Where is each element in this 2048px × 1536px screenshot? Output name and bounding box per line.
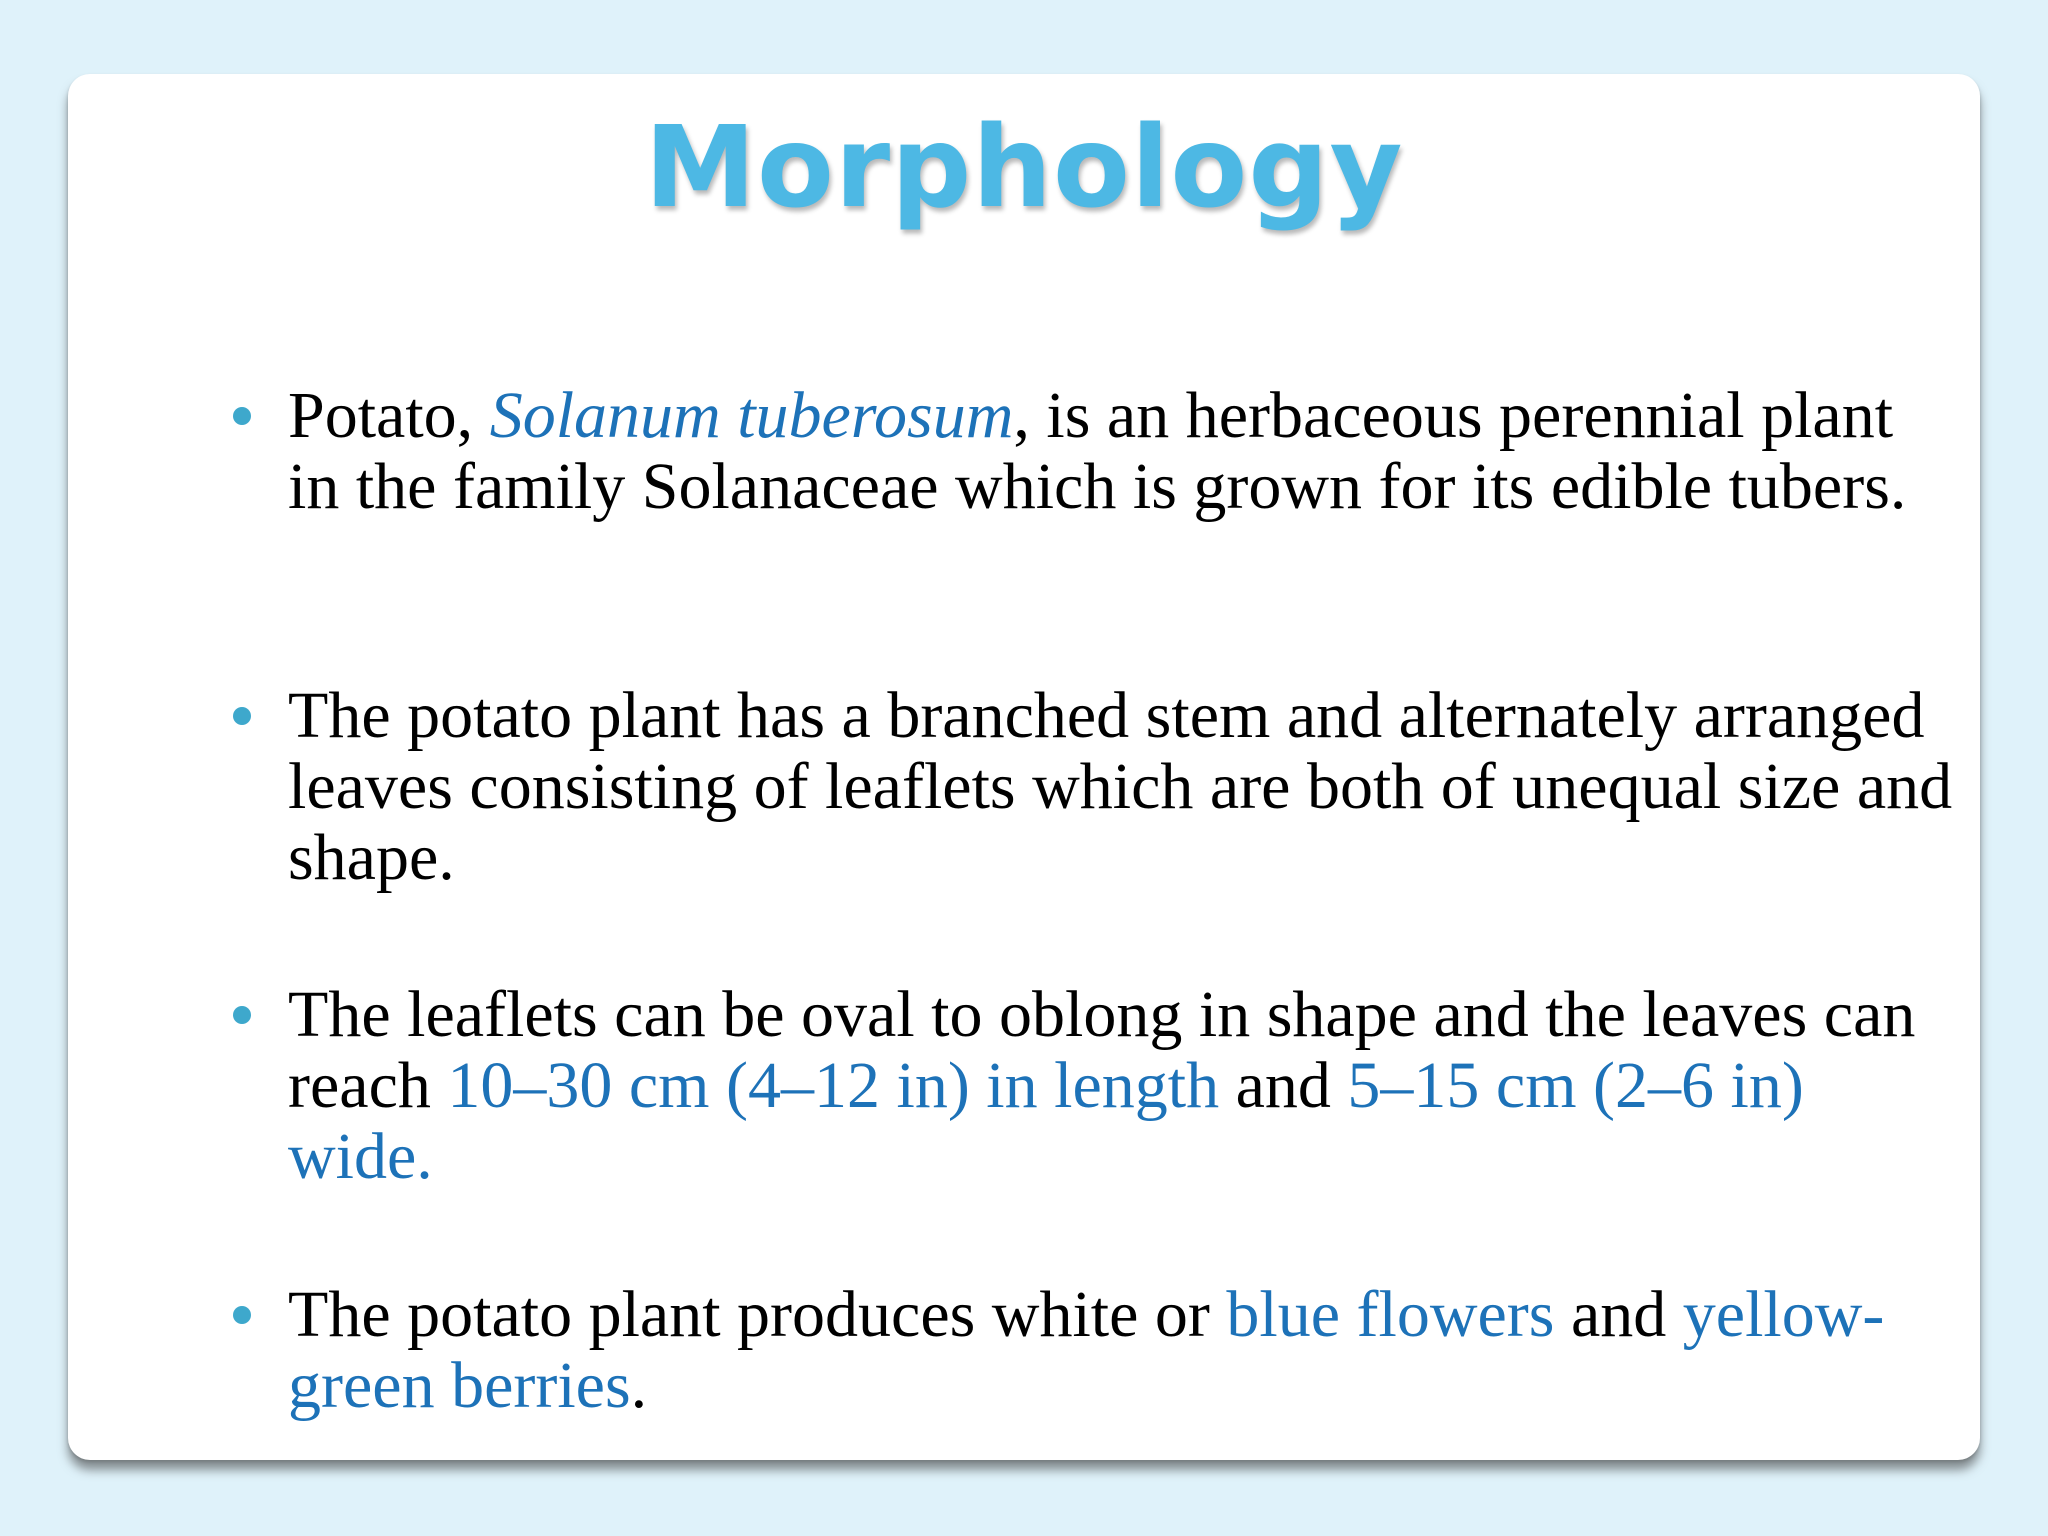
bullet-text xyxy=(288,979,1960,1192)
bullet-text-part: and xyxy=(1554,1278,1683,1351)
bullet-dot-icon xyxy=(233,407,251,425)
bullet-item xyxy=(220,380,1960,522)
bullet-text-part: . xyxy=(630,1349,648,1422)
leaf-width-highlight: 5–15 cm (2–6 in) wide. xyxy=(288,1049,1804,1193)
leaf-length-highlight: 10–30 cm (4–12 in) in length xyxy=(447,1049,1220,1122)
bullet-text-part: The potato plant produces white or xyxy=(288,1278,1227,1351)
bullet-item xyxy=(220,1279,1960,1421)
bullet-text xyxy=(288,380,1960,522)
bullet-dot-icon xyxy=(233,707,251,725)
bullet-text-part: , is an herbaceous perennial plant in the family Solanaceae which is grown for its edible tubers. xyxy=(288,379,1907,523)
bullet-item xyxy=(220,680,1960,893)
flowers-highlight: blue flowers xyxy=(1226,1278,1555,1351)
bullet-text-part: and xyxy=(1219,1049,1348,1122)
berries-highlight: yellow-green berries xyxy=(288,1278,1885,1422)
bullet-list xyxy=(68,74,1980,1460)
bullet-text-part: Potato, xyxy=(288,379,490,452)
slide-card xyxy=(68,74,1980,1460)
bullet-text: The potato plant has a branched stem and alternately arranged leaves consisting of leaflets which are both of unequal size and shape. xyxy=(288,679,1953,894)
bullet-text xyxy=(288,1279,1960,1421)
bullet-dot-icon xyxy=(233,1006,251,1024)
bullet-item xyxy=(220,979,1960,1192)
species-name: Solanum tuberosum xyxy=(489,379,1014,452)
slide-title: Morphology xyxy=(644,103,1404,233)
bullet-text-part: The leaflets can be oval to oblong in shape and the leaves can reach xyxy=(288,978,1916,1122)
bullet-dot-icon xyxy=(233,1306,251,1324)
